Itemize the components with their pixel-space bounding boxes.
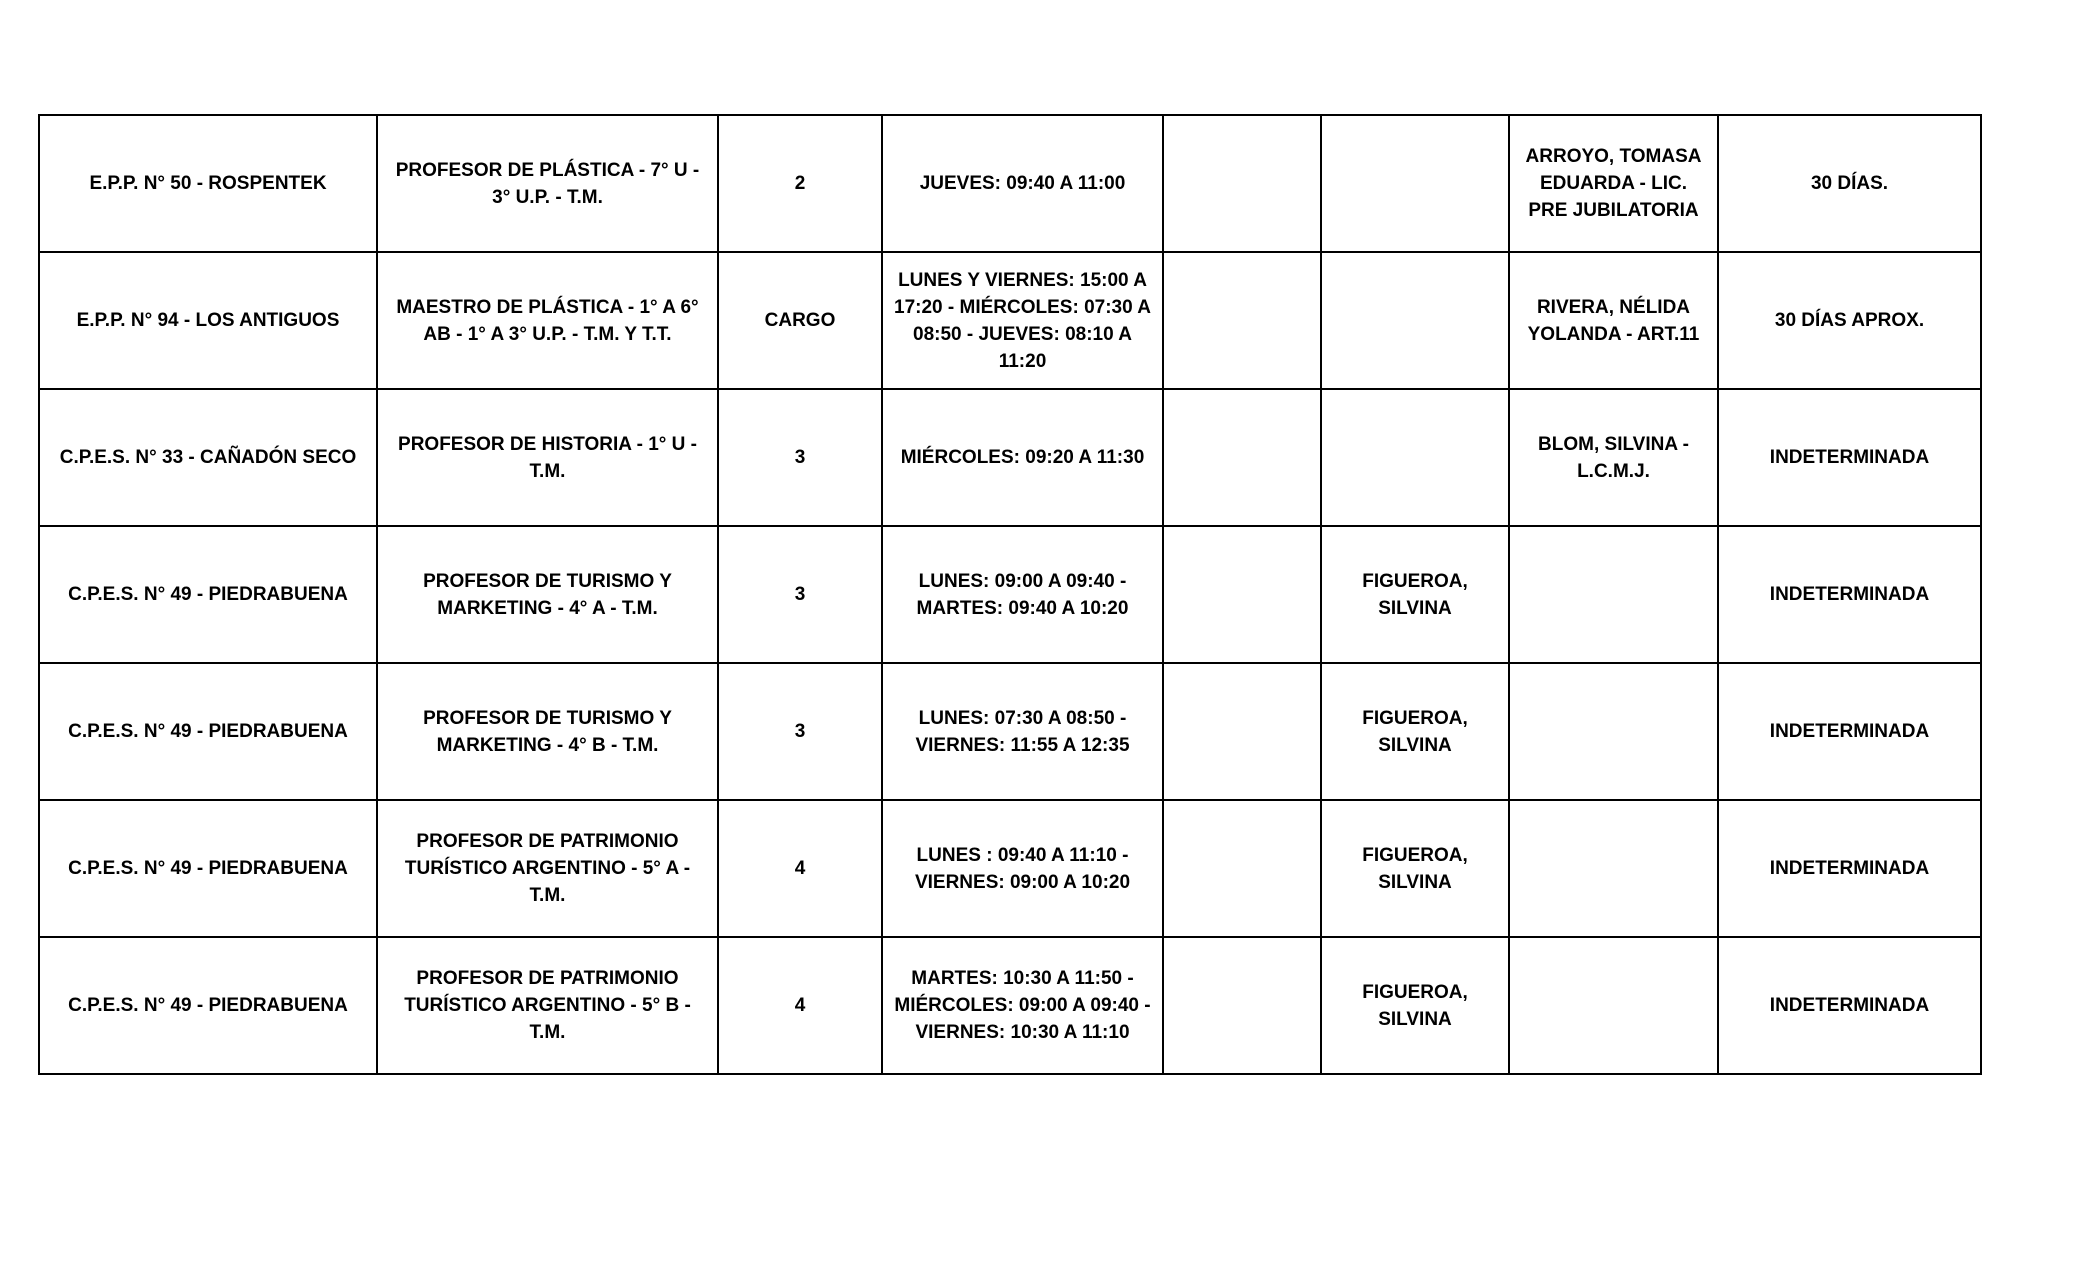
hours-cell: 2 [718, 115, 882, 252]
replaced-teacher-cell [1509, 937, 1718, 1074]
school-cell: C.P.E.S. N° 49 - PIEDRABUENA [39, 526, 377, 663]
school-cell: E.P.P. N° 50 - ROSPENTEK [39, 115, 377, 252]
empty-cell [1163, 526, 1321, 663]
schedule-cell: LUNES Y VIERNES: 15:00 A 17:20 - MIÉRCOLES: 07:30 A 08:50 - JUEVES: 08:10 A 11:20 [882, 252, 1163, 389]
holder-cell: FIGUEROA, SILVINA [1321, 937, 1509, 1074]
table-body [39, 115, 1981, 1074]
table-row [39, 389, 1981, 526]
empty-cell [1163, 937, 1321, 1074]
holder-cell: FIGUEROA, SILVINA [1321, 800, 1509, 937]
duration-cell: INDETERMINADA [1718, 937, 1981, 1074]
table-row [39, 115, 1981, 252]
school-cell: C.P.E.S. N° 33 - CAÑADÓN SECO [39, 389, 377, 526]
duration-cell: INDETERMINADA [1718, 526, 1981, 663]
holder-cell [1321, 389, 1509, 526]
table-row [39, 526, 1981, 663]
holder-cell [1321, 115, 1509, 252]
school-cell: C.P.E.S. N° 49 - PIEDRABUENA [39, 937, 377, 1074]
position-cell: PROFESOR DE TURISMO Y MARKETING - 4° A - T.M. [377, 526, 718, 663]
schedule-cell: LUNES: 07:30 A 08:50 - VIERNES: 11:55 A 12:35 [882, 663, 1163, 800]
table-row [39, 800, 1981, 937]
school-cell: C.P.E.S. N° 49 - PIEDRABUENA [39, 800, 377, 937]
hours-cell: 3 [718, 663, 882, 800]
duration-cell: 30 DÍAS. [1718, 115, 1981, 252]
replaced-teacher-cell: BLOM, SILVINA - L.C.M.J. [1509, 389, 1718, 526]
hours-cell: 4 [718, 937, 882, 1074]
position-cell: PROFESOR DE HISTORIA - 1° U - T.M. [377, 389, 718, 526]
empty-cell [1163, 663, 1321, 800]
holder-cell [1321, 252, 1509, 389]
position-cell: MAESTRO DE PLÁSTICA - 1° A 6° AB - 1° A 3° U.P. - T.M. Y T.T. [377, 252, 718, 389]
vacancies-table [38, 114, 1982, 1075]
school-cell: C.P.E.S. N° 49 - PIEDRABUENA [39, 663, 377, 800]
empty-cell [1163, 389, 1321, 526]
position-cell: PROFESOR DE TURISMO Y MARKETING - 4° B - T.M. [377, 663, 718, 800]
table-row [39, 663, 1981, 800]
hours-cell: 3 [718, 389, 882, 526]
hours-cell: CARGO [718, 252, 882, 389]
position-cell: PROFESOR DE PATRIMONIO TURÍSTICO ARGENTINO - 5° B - T.M. [377, 937, 718, 1074]
schedule-cell: MARTES: 10:30 A 11:50 - MIÉRCOLES: 09:00 A 09:40 - VIERNES: 10:30 A 11:10 [882, 937, 1163, 1074]
replaced-teacher-cell [1509, 800, 1718, 937]
replaced-teacher-cell [1509, 663, 1718, 800]
empty-cell [1163, 800, 1321, 937]
duration-cell: INDETERMINADA [1718, 800, 1981, 937]
hours-cell: 3 [718, 526, 882, 663]
table-row [39, 937, 1981, 1074]
holder-cell: FIGUEROA, SILVINA [1321, 663, 1509, 800]
school-cell: E.P.P. N° 94 - LOS ANTIGUOS [39, 252, 377, 389]
duration-cell: INDETERMINADA [1718, 663, 1981, 800]
empty-cell [1163, 115, 1321, 252]
position-cell: PROFESOR DE PLÁSTICA - 7° U - 3° U.P. - T.M. [377, 115, 718, 252]
hours-cell: 4 [718, 800, 882, 937]
replaced-teacher-cell: ARROYO, TOMASA EDUARDA - LIC. PRE JUBILATORIA [1509, 115, 1718, 252]
schedule-cell: LUNES : 09:40 A 11:10 - VIERNES: 09:00 A 10:20 [882, 800, 1163, 937]
schedule-cell: LUNES: 09:00 A 09:40 - MARTES: 09:40 A 10:20 [882, 526, 1163, 663]
schedule-cell: JUEVES: 09:40 A 11:00 [882, 115, 1163, 252]
replaced-teacher-cell: RIVERA, NÉLIDA YOLANDA - ART.11 [1509, 252, 1718, 389]
replaced-teacher-cell [1509, 526, 1718, 663]
holder-cell: FIGUEROA, SILVINA [1321, 526, 1509, 663]
table-row [39, 252, 1981, 389]
duration-cell: 30 DÍAS APROX. [1718, 252, 1981, 389]
position-cell: PROFESOR DE PATRIMONIO TURÍSTICO ARGENTINO - 5° A - T.M. [377, 800, 718, 937]
duration-cell: INDETERMINADA [1718, 389, 1981, 526]
schedule-cell: MIÉRCOLES: 09:20 A 11:30 [882, 389, 1163, 526]
empty-cell [1163, 252, 1321, 389]
